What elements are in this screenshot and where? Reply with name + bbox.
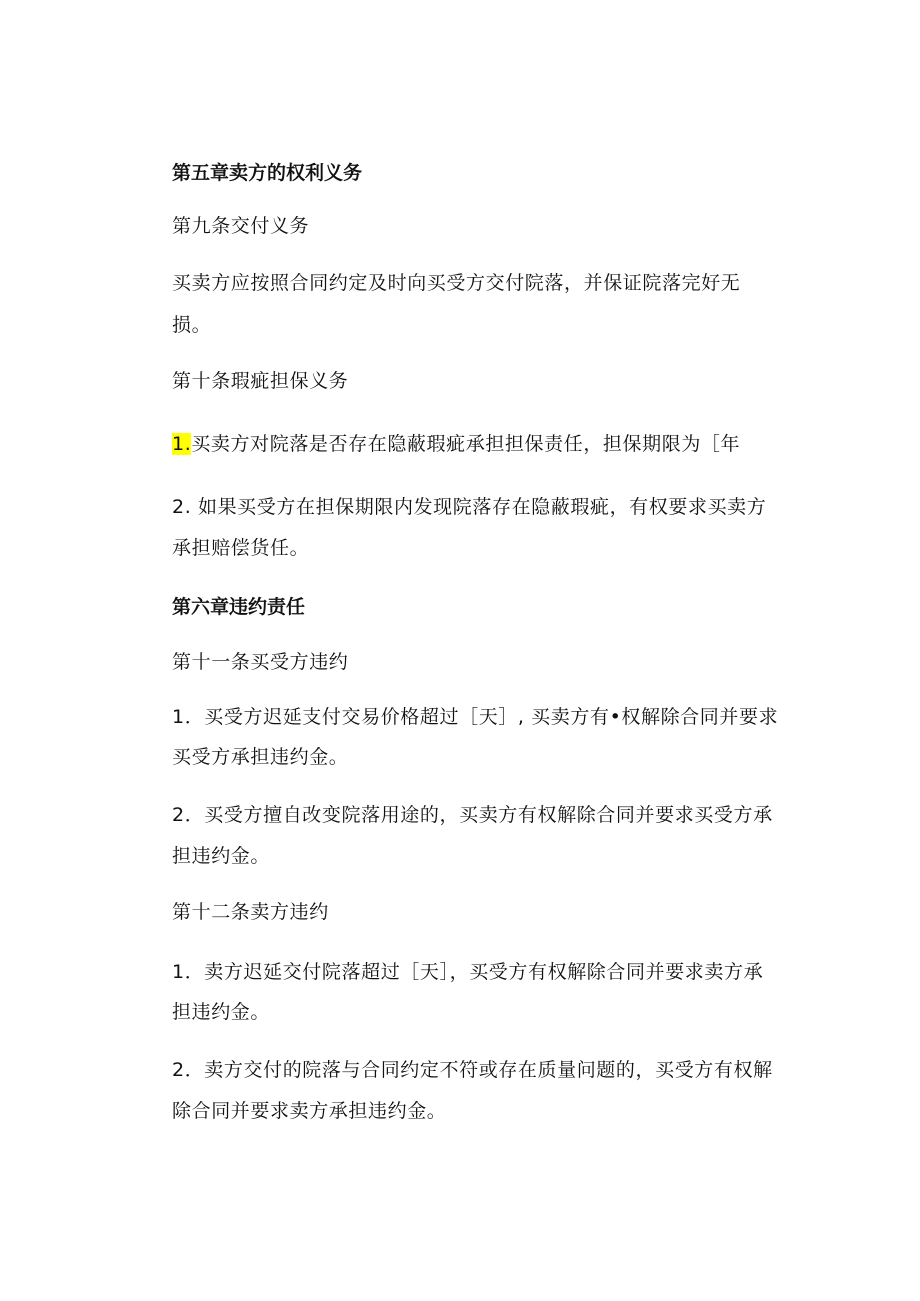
article-11-item-1-line-1: 1．买受方迟延支付交易价格超过［天］, 买卖方有•权解除合同并要求 [172, 706, 779, 728]
article-10-item-1-text: 买卖方对院落是否存在隐蔽瑕疵承担担保责任，担保期限为［年 [191, 433, 741, 455]
article-12-item-2-line-1: 2．卖方交付的院落与合同约定不符或存在质量问题的，买受方有权解 [172, 1059, 773, 1081]
article-10-item-2-line-2: 承担赔偿货任。 [172, 537, 310, 559]
article-9-text-line-1: 买卖方应按照合同约定及时向买受方交付院落，并保证院落完好无 [172, 272, 741, 294]
article-10-item-1 [172, 432, 740, 456]
article-10-item-2-line-1: 2. 如果买受方在担保期限内发现院落存在隐蔽瑕疵，有权要求买卖方 [172, 496, 767, 518]
article-11-title: 第十一条买受方违约 [172, 651, 349, 673]
chapter-6-title: 第六章违约责任 [172, 596, 306, 618]
article-10-title: 第十条瑕疵担保义务 [172, 370, 349, 392]
highlighted-item-number: 1. [172, 433, 192, 455]
article-11-item-2-line-1: 2．买受方擅自改变院落用途的，买卖方有权解除合同并要求买受方承 [172, 804, 773, 826]
chapter-5-title: 第五章卖方的权利义务 [172, 162, 363, 184]
article-11-item-2-line-2: 担违约金。 [172, 845, 271, 867]
article-9-title: 第九条交付义务 [172, 215, 310, 237]
article-12-item-1-line-2: 担违约金。 [172, 1001, 271, 1023]
article-12-item-1-line-1: 1．卖方迟延交付院落超过［天］，买受方有权解除合同并要求卖方承 [172, 961, 764, 983]
article-9-text-line-2: 损。 [172, 314, 212, 336]
article-11-item-1-line-2: 买受方承担违约金。 [172, 746, 349, 768]
article-12-title: 第十二条卖方违约 [172, 901, 329, 923]
article-12-item-2-line-2: 除合同并要求卖方承担违约金。 [172, 1100, 447, 1122]
